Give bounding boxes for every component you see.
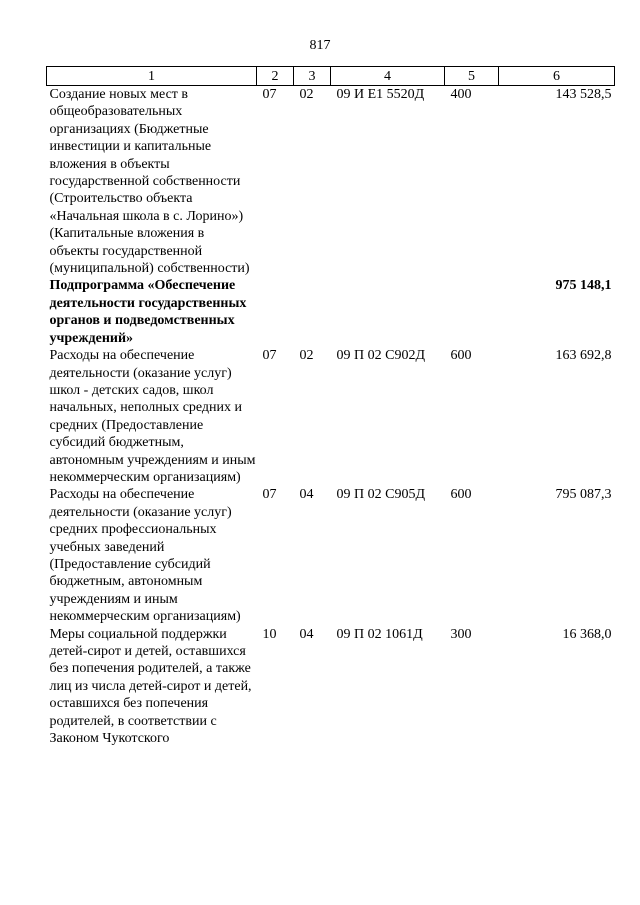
row-target-code: 09 П 02 С905Д [336, 487, 425, 503]
row-sum: 16 368,0 [562, 626, 612, 642]
header-row [47, 67, 615, 86]
row-expense-type [445, 277, 499, 347]
row-expense-type: 300 [450, 626, 472, 642]
row-subsection: 04 [299, 626, 314, 642]
row-section: 07 [262, 87, 277, 102]
row-expense-type: 600 [450, 348, 472, 364]
row-name: Меры социальной поддержки детей-сирот и детей, оставшихся без попечения родителей, а также лиц из числа детей-сирот и детей, оставшихся без попечения родителей, в соответствии с Законом Чукотского [49, 626, 252, 747]
row-sum: 795 087,3 [555, 487, 612, 503]
table-row [47, 486, 615, 625]
header-col-name: 1 [47, 67, 257, 86]
table-body [47, 86, 615, 748]
row-section: 07 [262, 487, 277, 503]
row-name: Подпрограмма «Обеспечение деятельности государственных органов и подведомственных учреждений» [49, 278, 247, 346]
header-col-type: 5 [445, 67, 499, 86]
row-subsection: 04 [299, 487, 314, 503]
row-target-code [331, 277, 445, 347]
row-sum: 143 528,5 [555, 87, 612, 102]
row-subsection: 02 [299, 348, 314, 364]
header-col-subsection: 3 [294, 67, 331, 86]
row-section: 07 [262, 348, 277, 364]
row-target-code: 09 П 02 1061Д [336, 626, 423, 642]
table-row-subprogram [47, 277, 615, 347]
budget-table [46, 66, 615, 747]
row-name: Расходы на обеспечение деятельности (оказание услуг) средних профессиональных учебных заведений (Предоставление субсидий бюджетным, автономным учреждениям и иным некоммерческим организациям) [49, 487, 241, 625]
row-sum: 975 148,1 [555, 278, 612, 294]
header-col-section: 2 [257, 67, 294, 86]
row-section [257, 277, 294, 347]
row-name: Расходы на обеспечение деятельности (оказание услуг) школ - детских садов, школ начальных, неполных средних и средних (Предоставление субсидий бюджетным, автономным учреждениям и иным некоммерческим организациям) [49, 348, 256, 485]
table-row [47, 626, 615, 748]
row-expense-type: 600 [450, 487, 472, 503]
table-row [47, 347, 615, 486]
table-row [47, 86, 615, 278]
row-expense-type: 400 [450, 87, 472, 102]
row-target-code: 09 П 02 С902Д [336, 348, 425, 364]
header-col-sum: 6 [499, 67, 615, 86]
table-header [47, 67, 615, 86]
row-name: Создание новых мест в общеобразовательных организациях (Бюджетные инвестиции и капитальные вложения в объекты государственной собственности (Строительство объекта «Начальная школа в с. Лорино») (Капитальные вложения в объекты государственной (муниципальной) собственности) [49, 87, 250, 277]
page-number: 817 [309, 38, 331, 53]
row-section: 10 [262, 626, 277, 642]
row-subsection: 02 [299, 87, 314, 102]
row-subsection [294, 277, 331, 347]
row-sum: 163 692,8 [555, 348, 612, 364]
header-col-code: 4 [331, 67, 445, 86]
row-target-code: 09 И Е1 5520Д [336, 87, 425, 102]
